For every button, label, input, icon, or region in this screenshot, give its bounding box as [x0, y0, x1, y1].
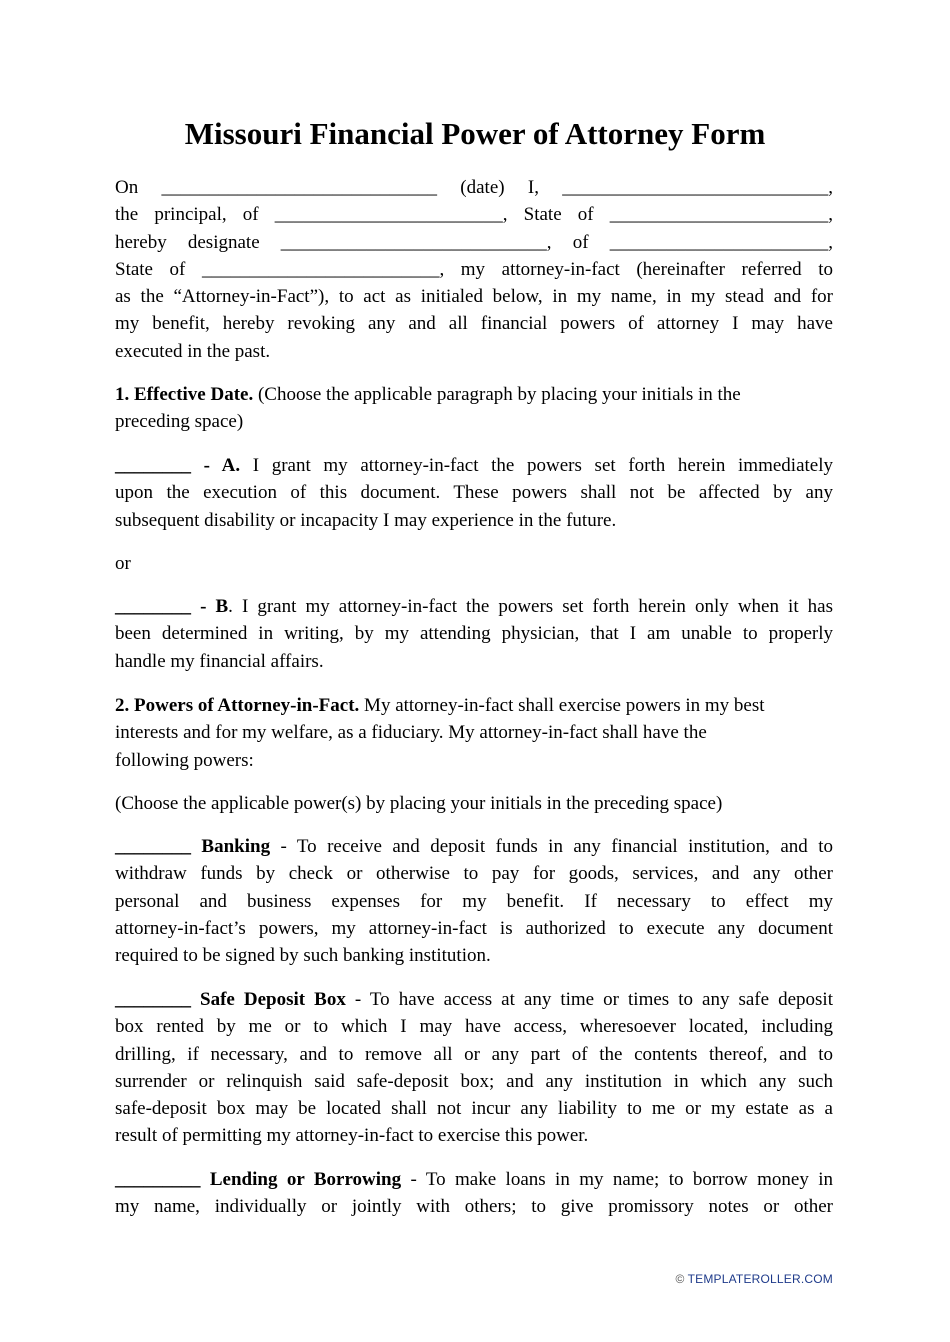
option-text: upon the execution of this document. These powers shall not be affected by any [115, 482, 833, 504]
lending-power [115, 1166, 833, 1221]
section-heading: 2. Powers of Attorney-in-Fact. [115, 695, 360, 716]
power-text: result of permitting my attorney-in-fact to exercise this power. [115, 1125, 589, 1147]
section-heading: 1. Effective Date. [115, 384, 254, 405]
option-a-label: - A. [191, 455, 241, 476]
option-b-initials-blank[interactable]: ________ [115, 596, 191, 617]
option-text: I grant my attorney-in-fact the powers set forth herein immediately [240, 455, 833, 476]
instruction-text: (Choose the applicable power(s) by placing your initials in the preceding space) [115, 793, 723, 814]
power-text: attorney-in-fact’s powers, my attorney-in-fact is authorized to execute any document [115, 917, 833, 939]
section-text: interests and for my welfare, as a fiduciary. My attorney-in-fact shall have the [115, 722, 707, 744]
section-text: (Choose the applicable paragraph by placing your initials in the [257, 384, 741, 405]
safe-deposit-power [115, 986, 833, 1150]
section-line [115, 381, 833, 408]
section-text: My attorney-in-fact shall exercise powers in my best [359, 695, 765, 716]
section-line [115, 692, 833, 719]
section-powers [115, 692, 833, 774]
power-text: - To make loans in my name; to borrow money in [401, 1169, 833, 1190]
option-a-paragraph [115, 452, 833, 534]
section-text: following powers: [115, 749, 254, 771]
intro-line: State of _________________________, my attorney-in-fact (hereinafter referred to [115, 258, 833, 280]
intro-line: hereby designate ____________________________, of _______________________, [115, 231, 833, 253]
power-line [115, 1166, 833, 1193]
power-text: surrender or relinquish said safe-deposit box; and any institution in which any such [115, 1070, 833, 1092]
power-line [115, 986, 833, 1013]
banking-label: Banking [191, 836, 271, 857]
or-separator [115, 550, 833, 577]
power-text: personal and business expenses for my benefit. If necessary to effect my [115, 890, 833, 912]
banking-power [115, 833, 833, 969]
option-text: handle my financial affairs. [115, 650, 324, 672]
safe-deposit-label: Safe Deposit Box [191, 989, 346, 1010]
power-text: safe-deposit box may be located shall not incur any liability to me or my estate as a [115, 1098, 833, 1120]
banking-initials-blank[interactable]: ________ [115, 836, 191, 857]
option-b-paragraph [115, 593, 833, 675]
power-text: box rented by me or to which I may have access, wheresoever located, including [115, 1016, 833, 1038]
intro-line: as the “Attorney-in-Fact”), to act as initialed below, in my name, in my stead and for [115, 286, 833, 308]
option-text: been determined in writing, by my attending physician, that I am unable to properly [115, 623, 833, 645]
power-text: - To receive and deposit funds in any financial institution, and to [270, 836, 833, 857]
power-text: my name, individually or jointly with others; to give promissory notes or other [115, 1196, 833, 1218]
option-a-initials-blank[interactable]: ________ [115, 455, 191, 476]
powers-instruction [115, 790, 833, 817]
option-b-label: - B [191, 596, 229, 617]
lending-label: Lending or Borrowing [200, 1169, 402, 1190]
option-text: . I grant my attorney-in-fact the powers set forth herein only when it has [228, 596, 834, 617]
footer-site-link[interactable]: TEMPLATEROLLER.COM [687, 1272, 833, 1286]
footer-watermark [676, 1266, 833, 1293]
section-text: preceding space) [115, 411, 244, 433]
option-line [115, 593, 833, 620]
intro-line: my benefit, hereby revoking any and all financial powers of attorney I may have [115, 313, 833, 335]
document-title: Missouri Financial Power of Attorney Form [184, 116, 766, 151]
copyright-symbol: © [675, 1272, 685, 1286]
power-text: - To have access at any time or times to any safe deposit [345, 989, 833, 1010]
power-text: withdraw funds by check or otherwise to pay for goods, services, and any other [115, 863, 833, 885]
or-text: or [115, 553, 131, 574]
option-line [115, 452, 833, 479]
section-effective-date [115, 381, 833, 436]
power-line [115, 833, 833, 860]
intro-line: executed in the past. [115, 340, 271, 362]
intro-line: On _____________________________ (date) I, ____________________________, [115, 177, 833, 198]
power-text: drilling, if necessary, and to remove all or any part of the contents thereof, and to [115, 1043, 833, 1065]
intro-line: the principal, of ________________________, State of _______________________, [115, 204, 833, 226]
intro-paragraph [115, 174, 833, 365]
option-text: subsequent disability or incapacity I may experience in the future. [115, 509, 617, 531]
lending-initials-blank[interactable]: _________ [115, 1169, 201, 1190]
power-text: required to be signed by such banking institution. [115, 945, 491, 967]
safe-deposit-initials-blank[interactable]: ________ [115, 989, 191, 1010]
